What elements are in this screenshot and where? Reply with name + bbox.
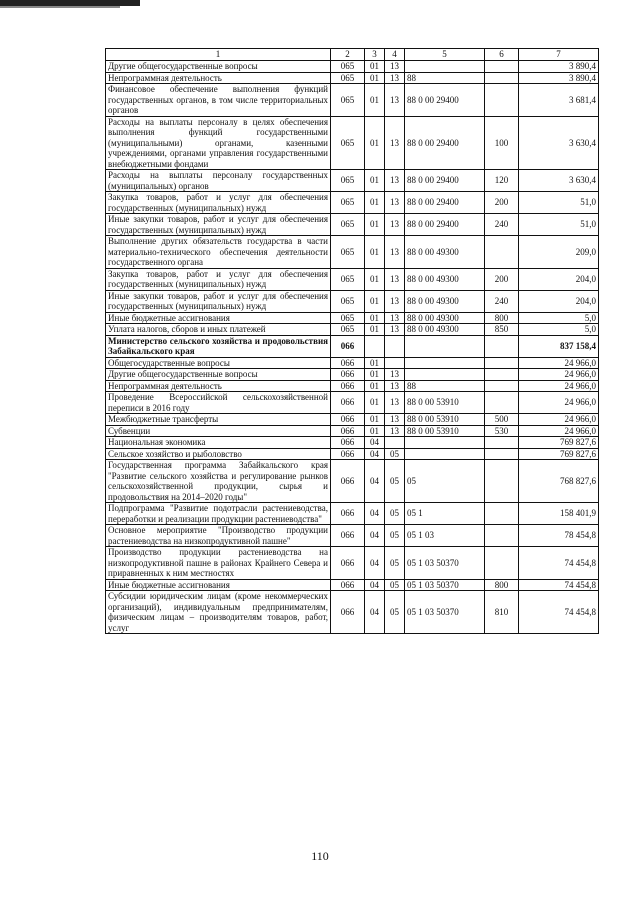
cell-c4: 13 xyxy=(385,116,405,170)
cell-c5 xyxy=(405,369,485,381)
row-label: Непрограммная деятельность xyxy=(106,380,331,392)
cell-c4: 13 xyxy=(385,61,405,73)
table-row xyxy=(106,380,599,392)
cell-c3: 01 xyxy=(365,290,385,312)
row-label: Выполнение других обязательств государства в части материально-технического обеспечения деятельности государственного органа xyxy=(106,236,331,269)
cell-c4: 13 xyxy=(385,214,405,236)
cell-c3: 01 xyxy=(365,214,385,236)
cell-c4: 13 xyxy=(385,170,405,192)
cell-c5: 88 0 00 53910 xyxy=(405,414,485,426)
cell-c7: 24 966,0 xyxy=(519,414,599,426)
cell-c5: 05 1 03 50370 xyxy=(405,547,485,580)
cell-c2: 065 xyxy=(331,84,365,117)
cell-c2: 065 xyxy=(331,72,365,84)
cell-c4: 13 xyxy=(385,324,405,336)
cell-c4: 13 xyxy=(385,72,405,84)
cell-c3: 04 xyxy=(365,437,385,449)
cell-c3: 01 xyxy=(365,116,385,170)
cell-c2: 066 xyxy=(331,437,365,449)
cell-c6: 240 xyxy=(485,290,519,312)
cell-c5: 05 1 03 xyxy=(405,525,485,547)
cell-c6 xyxy=(485,503,519,525)
cell-c2: 065 xyxy=(331,192,365,214)
table-row xyxy=(106,116,599,170)
cell-c7: 74 454,8 xyxy=(519,591,599,634)
row-label: Финансовое обеспечение выполнения функций государственных органов, в том числе территориальных органов xyxy=(106,84,331,117)
cell-c5 xyxy=(405,448,485,460)
row-label: Национальная экономика xyxy=(106,437,331,449)
cell-c6: 200 xyxy=(485,268,519,290)
cell-c6 xyxy=(485,236,519,269)
table-row xyxy=(106,448,599,460)
table-row xyxy=(106,591,599,634)
cell-c5: 88 0 00 29400 xyxy=(405,116,485,170)
cell-c6 xyxy=(485,448,519,460)
cell-c2: 066 xyxy=(331,591,365,634)
cell-c7: 3 890,4 xyxy=(519,61,599,73)
row-label: Закупка товаров, работ и услуг для обеспечения государственных (муниципальных) нужд xyxy=(106,268,331,290)
cell-c7: 5,0 xyxy=(519,324,599,336)
table-row xyxy=(106,214,599,236)
cell-c7: 24 966,0 xyxy=(519,380,599,392)
table-row xyxy=(106,61,599,73)
table-row xyxy=(106,324,599,336)
cell-c6 xyxy=(485,369,519,381)
row-label: Иные бюджетные ассигнования xyxy=(106,579,331,591)
cell-c2: 065 xyxy=(331,290,365,312)
cell-c2: 065 xyxy=(331,116,365,170)
scan-edge-bar-shadow xyxy=(0,6,120,8)
cell-c2: 065 xyxy=(331,214,365,236)
column-header: 2 xyxy=(331,49,365,61)
cell-c4: 13 xyxy=(385,380,405,392)
column-header: 5 xyxy=(405,49,485,61)
table-row xyxy=(106,579,599,591)
cell-c4: 13 xyxy=(385,290,405,312)
cell-c3: 04 xyxy=(365,525,385,547)
cell-c6: 850 xyxy=(485,324,519,336)
cell-c2: 065 xyxy=(331,170,365,192)
cell-c2: 066 xyxy=(331,547,365,580)
cell-c2: 066 xyxy=(331,357,365,369)
table-row xyxy=(106,192,599,214)
cell-c7: 3 681,4 xyxy=(519,84,599,117)
cell-c4: 05 xyxy=(385,579,405,591)
cell-c3: 01 xyxy=(365,380,385,392)
cell-c7: 768 827,6 xyxy=(519,460,599,503)
table-row xyxy=(106,170,599,192)
cell-c6: 120 xyxy=(485,170,519,192)
column-header: 1 xyxy=(106,49,331,61)
cell-c6: 500 xyxy=(485,414,519,426)
table-row xyxy=(106,503,599,525)
cell-c6 xyxy=(485,437,519,449)
cell-c6: 800 xyxy=(485,579,519,591)
cell-c3: 01 xyxy=(365,72,385,84)
table-row xyxy=(106,460,599,503)
cell-c4: 13 xyxy=(385,425,405,437)
row-label: Другие общегосударственные вопросы xyxy=(106,369,331,381)
table-row xyxy=(106,72,599,84)
cell-c5 xyxy=(405,357,485,369)
cell-c6 xyxy=(485,392,519,414)
cell-c3: 01 xyxy=(365,84,385,117)
cell-c2: 065 xyxy=(331,61,365,73)
cell-c4: 05 xyxy=(385,460,405,503)
cell-c6 xyxy=(485,84,519,117)
table-row xyxy=(106,357,599,369)
cell-c3: 01 xyxy=(365,414,385,426)
row-label: Государственная программа Забайкальского края "Развитие сельского хозяйства и регулирование рынков сельскохозяйственной продукции, сырья и продовольствия на 2014–2020 годы" xyxy=(106,460,331,503)
cell-c3: 04 xyxy=(365,448,385,460)
table-row xyxy=(106,392,599,414)
row-label: Расходы на выплаты персоналу государственных (муниципальных) органов xyxy=(106,170,331,192)
cell-c4: 05 xyxy=(385,591,405,634)
page-number: 110 xyxy=(311,849,329,863)
cell-c4: 13 xyxy=(385,392,405,414)
row-label: Подпрограмма "Развитие подотрасли растениеводства, переработки и реализации продукции растениеводства" xyxy=(106,503,331,525)
cell-c7: 74 454,8 xyxy=(519,579,599,591)
table-row xyxy=(106,290,599,312)
cell-c5: 88 0 00 29400 xyxy=(405,214,485,236)
cell-c4: 13 xyxy=(385,236,405,269)
cell-c6 xyxy=(485,357,519,369)
cell-c3: 04 xyxy=(365,591,385,634)
cell-c5: 88 0 00 29400 xyxy=(405,84,485,117)
cell-c4: 05 xyxy=(385,547,405,580)
cell-c2: 066 xyxy=(331,503,365,525)
cell-c7: 24 966,0 xyxy=(519,392,599,414)
row-label: Иные закупки товаров, работ и услуг для обеспечения государственных (муниципальных) нужд xyxy=(106,214,331,236)
cell-c5 xyxy=(405,437,485,449)
cell-c2: 066 xyxy=(331,425,365,437)
cell-c6 xyxy=(485,61,519,73)
cell-c5: 05 1 xyxy=(405,503,485,525)
cell-c2: 066 xyxy=(331,414,365,426)
cell-c5: 88 0 00 53910 xyxy=(405,425,485,437)
cell-c5: 88 0 00 49300 xyxy=(405,236,485,269)
cell-c3: 04 xyxy=(365,503,385,525)
cell-c5: 05 1 03 50370 xyxy=(405,579,485,591)
cell-c2: 066 xyxy=(331,335,365,357)
cell-c4: 05 xyxy=(385,448,405,460)
cell-c3: 01 xyxy=(365,236,385,269)
table-row xyxy=(106,414,599,426)
cell-c3: 04 xyxy=(365,547,385,580)
cell-c6: 810 xyxy=(485,591,519,634)
row-label: Уплата налогов, сборов и иных платежей xyxy=(106,324,331,336)
cell-c3: 01 xyxy=(365,192,385,214)
row-label: Межбюджетные трансферты xyxy=(106,414,331,426)
cell-c5 xyxy=(405,335,485,357)
cell-c7: 78 454,8 xyxy=(519,525,599,547)
cell-c5: 88 0 00 29400 xyxy=(405,192,485,214)
budget-table xyxy=(105,48,599,634)
cell-c6: 240 xyxy=(485,214,519,236)
cell-c7: 158 401,9 xyxy=(519,503,599,525)
cell-c2: 066 xyxy=(331,460,365,503)
cell-c7: 204,0 xyxy=(519,290,599,312)
cell-c2: 065 xyxy=(331,312,365,324)
row-label: Основное мероприятие "Производство продукции растениеводства на низкопродуктивной пашне" xyxy=(106,525,331,547)
cell-c2: 066 xyxy=(331,380,365,392)
cell-c6 xyxy=(485,335,519,357)
cell-c6 xyxy=(485,547,519,580)
row-label: Субвенции xyxy=(106,425,331,437)
cell-c2: 065 xyxy=(331,268,365,290)
column-header: 3 xyxy=(365,49,385,61)
cell-c2: 066 xyxy=(331,392,365,414)
cell-c3: 01 xyxy=(365,425,385,437)
table-row xyxy=(106,547,599,580)
cell-c5: 05 xyxy=(405,460,485,503)
cell-c5: 88 0 00 29400 xyxy=(405,170,485,192)
table-row xyxy=(106,236,599,269)
cell-c3: 01 xyxy=(365,392,385,414)
cell-c3: 01 xyxy=(365,324,385,336)
cell-c5: 88 xyxy=(405,380,485,392)
table-header-row xyxy=(106,49,599,61)
row-label: Общегосударственные вопросы xyxy=(106,357,331,369)
table-row xyxy=(106,335,599,357)
cell-c6 xyxy=(485,72,519,84)
row-label: Проведение Всероссийской сельскохозяйственной переписи в 2016 году xyxy=(106,392,331,414)
cell-c2: 066 xyxy=(331,579,365,591)
cell-c4 xyxy=(385,357,405,369)
cell-c2: 066 xyxy=(331,369,365,381)
cell-c4 xyxy=(385,437,405,449)
table-body xyxy=(106,61,599,634)
cell-c3: 01 xyxy=(365,268,385,290)
row-label: Закупка товаров, работ и услуг для обеспечения государственных (муниципальных) нужд xyxy=(106,192,331,214)
cell-c3 xyxy=(365,335,385,357)
row-label: Непрограммная деятельность xyxy=(106,72,331,84)
table-row xyxy=(106,369,599,381)
row-label: Субсидии юридическим лицам (кроме некоммерческих организаций), индивидуальным предпринимателям, физическим лицам – производителям товаров, работ, услуг xyxy=(106,591,331,634)
row-label: Иные бюджетные ассигнования xyxy=(106,312,331,324)
cell-c3: 01 xyxy=(365,369,385,381)
cell-c4 xyxy=(385,335,405,357)
cell-c5: 88 0 00 53910 xyxy=(405,392,485,414)
cell-c7: 3 890,4 xyxy=(519,72,599,84)
cell-c4: 05 xyxy=(385,525,405,547)
cell-c3: 01 xyxy=(365,61,385,73)
column-header: 6 xyxy=(485,49,519,61)
cell-c4: 13 xyxy=(385,268,405,290)
table-row xyxy=(106,268,599,290)
cell-c7: 3 630,4 xyxy=(519,170,599,192)
cell-c7: 3 630,4 xyxy=(519,116,599,170)
cell-c3: 04 xyxy=(365,579,385,591)
cell-c5: 05 1 03 50370 xyxy=(405,591,485,634)
cell-c5: 88 0 00 49300 xyxy=(405,290,485,312)
cell-c6: 530 xyxy=(485,425,519,437)
cell-c7: 51,0 xyxy=(519,214,599,236)
cell-c2: 065 xyxy=(331,236,365,269)
cell-c7: 209,0 xyxy=(519,236,599,269)
cell-c4: 13 xyxy=(385,414,405,426)
cell-c3: 01 xyxy=(365,170,385,192)
cell-c4: 13 xyxy=(385,312,405,324)
cell-c5: 88 xyxy=(405,72,485,84)
cell-c6: 800 xyxy=(485,312,519,324)
cell-c3: 01 xyxy=(365,357,385,369)
cell-c7: 5,0 xyxy=(519,312,599,324)
cell-c7: 74 454,8 xyxy=(519,547,599,580)
cell-c7: 204,0 xyxy=(519,268,599,290)
row-label: Производство продукции растениеводства на низкопродуктивной пашне в районах Крайнего Севера и приравненных к ним местностях xyxy=(106,547,331,580)
cell-c6 xyxy=(485,460,519,503)
cell-c3: 01 xyxy=(365,312,385,324)
cell-c4: 13 xyxy=(385,84,405,117)
row-label: Сельское хозяйство и рыболовство xyxy=(106,448,331,460)
table-row xyxy=(106,312,599,324)
cell-c2: 066 xyxy=(331,525,365,547)
cell-c4: 13 xyxy=(385,369,405,381)
cell-c7: 51,0 xyxy=(519,192,599,214)
table-row xyxy=(106,425,599,437)
row-label: Расходы на выплаты персоналу в целях обеспечения выполнения функций государственными (муниципальными) органами, казенными учреждениями, органами управления государственными внебюджетными фондами xyxy=(106,116,331,170)
cell-c5: 88 0 00 49300 xyxy=(405,268,485,290)
cell-c4: 05 xyxy=(385,503,405,525)
cell-c4: 13 xyxy=(385,192,405,214)
cell-c3: 04 xyxy=(365,460,385,503)
row-label: Министерство сельского хозяйства и продовольствия Забайкальского края xyxy=(106,335,331,357)
table-row xyxy=(106,437,599,449)
cell-c6 xyxy=(485,525,519,547)
cell-c7: 24 966,0 xyxy=(519,369,599,381)
cell-c7: 769 827,6 xyxy=(519,448,599,460)
cell-c5: 88 0 00 49300 xyxy=(405,312,485,324)
cell-c7: 769 827,6 xyxy=(519,437,599,449)
cell-c6 xyxy=(485,380,519,392)
cell-c5 xyxy=(405,61,485,73)
row-label: Иные закупки товаров, работ и услуг для обеспечения государственных (муниципальных) нужд xyxy=(106,290,331,312)
cell-c6: 200 xyxy=(485,192,519,214)
cell-c5: 88 0 00 49300 xyxy=(405,324,485,336)
column-header: 7 xyxy=(519,49,599,61)
column-header: 4 xyxy=(385,49,405,61)
cell-c7: 24 966,0 xyxy=(519,425,599,437)
cell-c7: 24 966,0 xyxy=(519,357,599,369)
row-label: Другие общегосударственные вопросы xyxy=(106,61,331,73)
cell-c7: 837 158,4 xyxy=(519,335,599,357)
cell-c2: 065 xyxy=(331,324,365,336)
cell-c6: 100 xyxy=(485,116,519,170)
cell-c2: 066 xyxy=(331,448,365,460)
table-row xyxy=(106,525,599,547)
table-row xyxy=(106,84,599,117)
